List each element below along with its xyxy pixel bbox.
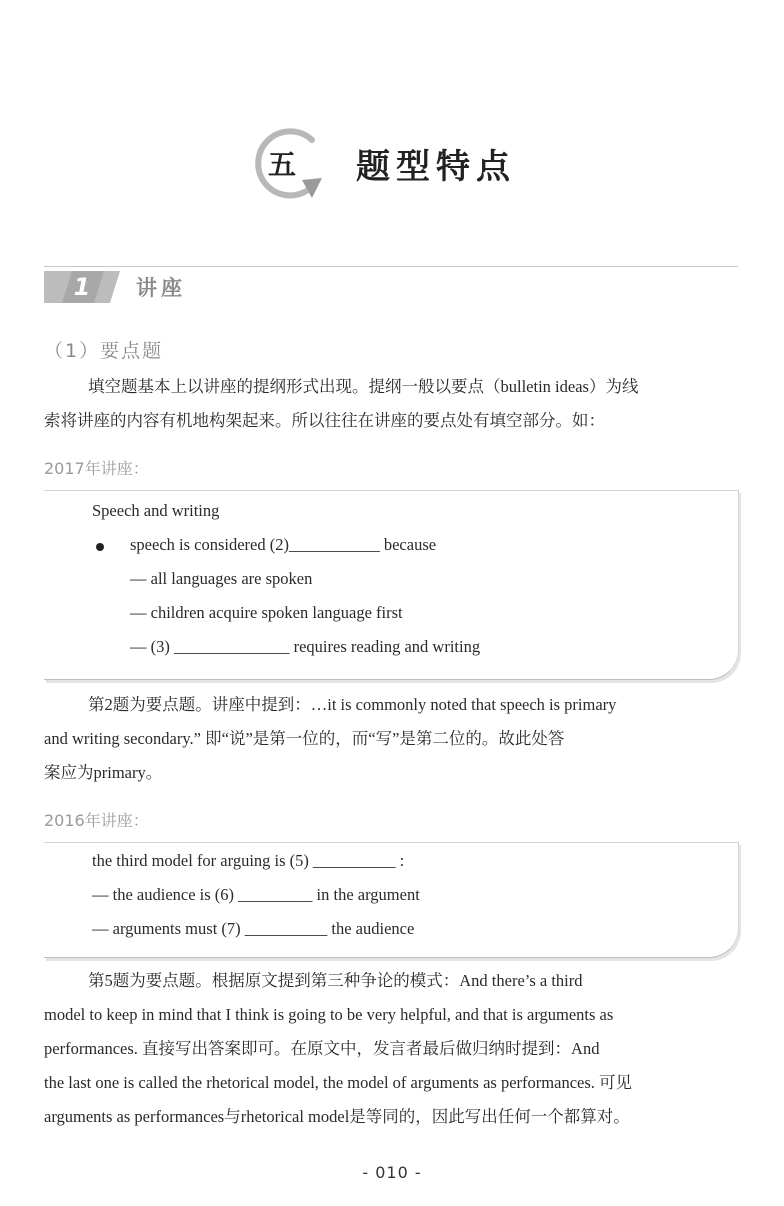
example-dash-line: — children acquire spoken language first [130, 603, 403, 622]
example-bullet-line: speech is considered (2)___________ because [130, 535, 437, 554]
section-tag [44, 271, 120, 303]
explanation-line: arguments as performances与rhetorical model是等同的，因此写出任何一个都算对。 [44, 1107, 630, 1126]
section-title: 讲座 [136, 276, 186, 300]
example-line: the third model for arguing is (5) __________ : [92, 851, 405, 870]
explanation-paragraph [44, 964, 740, 1134]
example-line: — arguments must (7) __________ the audience [92, 919, 415, 938]
example-line: — the audience is (6) _________ in the argument [92, 885, 420, 904]
example-box-2016 [44, 842, 739, 958]
page-number: - 010 - [362, 1163, 422, 1182]
chapter-badge [246, 120, 332, 206]
section-header [44, 270, 186, 304]
explanation-line: model to keep in mind that I think is going to be very helpful, and that is arguments as [44, 1005, 614, 1024]
intro-line: 填空题基本上以讲座的提纲形式出现。提纲一般以要点（bulletin ideas）为线 [88, 377, 639, 396]
explanation-line: the last one is called the rhetorical model, the model of arguments as performances. 可见 [44, 1073, 633, 1092]
explanation-line: performances. 直接写出答案即可。在原文中，发言者最后做归纳时提到：And [44, 1039, 600, 1058]
example-year-label: 2016年讲座： [44, 811, 149, 830]
section-divider [44, 266, 738, 267]
example-dash-line: — all languages are spoken [130, 569, 313, 588]
explanation-paragraph [44, 688, 740, 790]
sub-heading: （1）要点题 [44, 340, 164, 362]
example-year-label: 2017年讲座： [44, 459, 149, 478]
chapter-heading [246, 120, 516, 206]
example-heading: Speech and writing [92, 501, 220, 520]
explanation-line: 第2题为要点题。讲座中提到：…it is commonly noted that speech is primary [88, 695, 617, 714]
explanation-line: 第5题为要点题。根据原文提到第三种争论的模式：And there’s a third [88, 971, 583, 990]
example-dash-line: — (3) ______________ requires reading and writing [130, 637, 481, 656]
explanation-line: and writing secondary.” 即“说”是第一位的，而“写”是第二位的。故此处答 [44, 729, 565, 748]
example-box-2017 [44, 490, 739, 680]
explanation-line: 案应为primary。 [44, 763, 163, 782]
bullet-icon [96, 543, 104, 551]
chapter-title: 题型特点 [356, 146, 516, 187]
section-number: 1 [73, 273, 91, 301]
intro-paragraph [44, 370, 740, 438]
intro-line: 索将讲座的内容有机地构架起来。所以往往在讲座的要点处有填空部分。如： [44, 411, 605, 430]
chapter-number: 五 [267, 148, 296, 181]
